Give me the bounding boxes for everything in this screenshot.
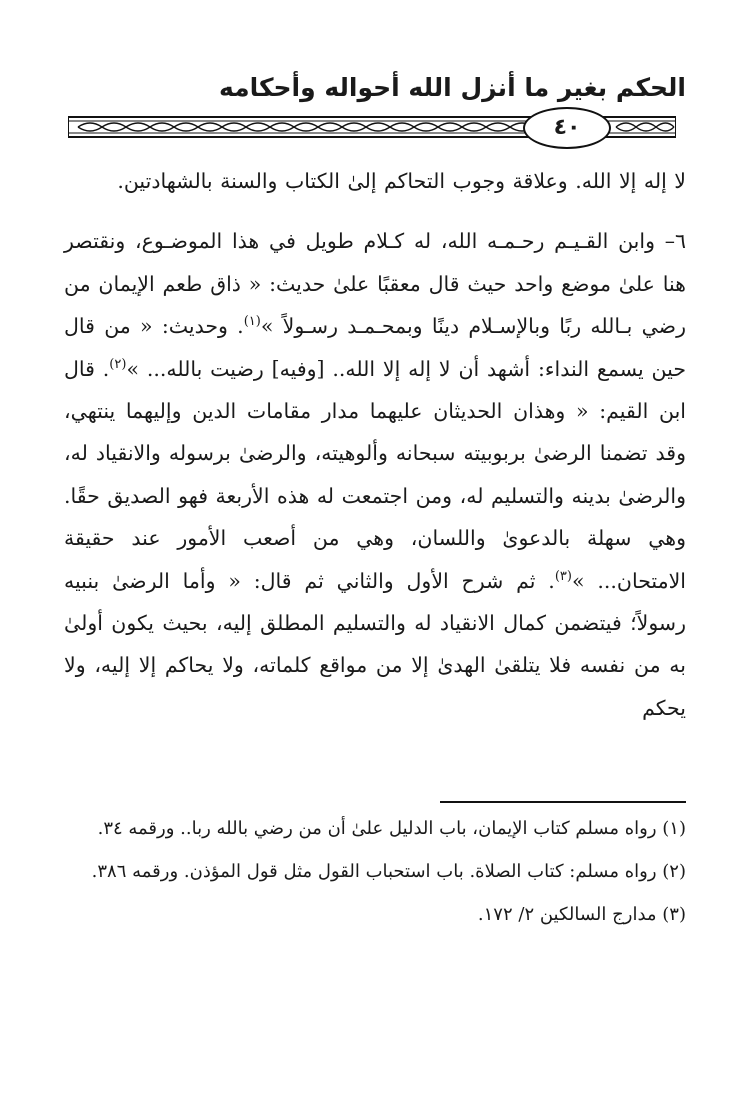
page-number: ٤٠	[523, 107, 611, 149]
footnote: (١) رواه مسلم كتاب الإيمان، باب الدليل علىٰ أن من رضي بالله ربا.. ورقمه ٣٤.	[97, 818, 686, 839]
footnote-reference: (٢)	[109, 356, 127, 372]
footnotes	[64, 812, 686, 941]
footnote: (٢) رواه مسلم: كتاب الصلاة. باب استحباب القول مثل قول المؤذن. ورقمه ٣٨٦.	[91, 861, 686, 882]
footnote: (٣) مدارج السالكين ٢/ ١٧٢.	[477, 904, 686, 925]
text-run: . وحديث: « من قال حين يسمع النداء: أشهد أن لا إله إلا الله.. [وفيه] رضيت بالله... »	[64, 314, 686, 381]
footnote-reference: (٣)	[554, 568, 572, 584]
text-run: . قال ابن القيم: « وهذان الحديثان عليهما مدار مقامات الدين وإليهما ينتهي، وقد تضمنا الرضىٰ بربوبيته سبحانه وألوهيته، والرضىٰ برسوله والانقياد له، والرضىٰ بدينه والتسليم له، ومن اجتمعت له هذه الأربعة فهو الصديق حقًا. وهي سهلة بالدعوىٰ واللسان، وهي من أصعب الأمور عند حقيقة الامتحان... »	[64, 356, 686, 593]
paragraph	[64, 220, 686, 729]
footnote-reference: (١)	[243, 314, 261, 330]
main-text	[64, 160, 686, 729]
running-header-title: الحكم بغير ما أنزل الله أحواله وأحكامه	[218, 73, 686, 102]
text-run: ٦– وابن القـيـم رحـمـه الله، له كـلام طويل في هذا الموضـوع، ونقتصر هنا علىٰ موضع واحد حيث قال معقبًا علىٰ حديث: « ذاق طعم الإيمان من رضي بـالله ربًا وبالإسـلام دينًا وبمحـمـد رسـولاً »	[64, 229, 686, 339]
text-run: . ثم شرح الأول والثاني ثم قال: « وأما الرضىٰ بنبيه رسولاً؛ فيتضمن كمال الانقياد له والتسليم المطلق إليه، بحيث يكون أولىٰ به من نفسه فلا يتلقىٰ الهدىٰ إلا من مواقع كلماته، ولا يحاكم إلا إليه، ولا يحكم	[64, 568, 686, 720]
footnote-divider	[440, 801, 686, 803]
paragraph: لا إله إلا الله. وعلاقة وجوب التحاكم إلىٰ الكتاب والسنة بالشهادتين.	[117, 169, 686, 193]
